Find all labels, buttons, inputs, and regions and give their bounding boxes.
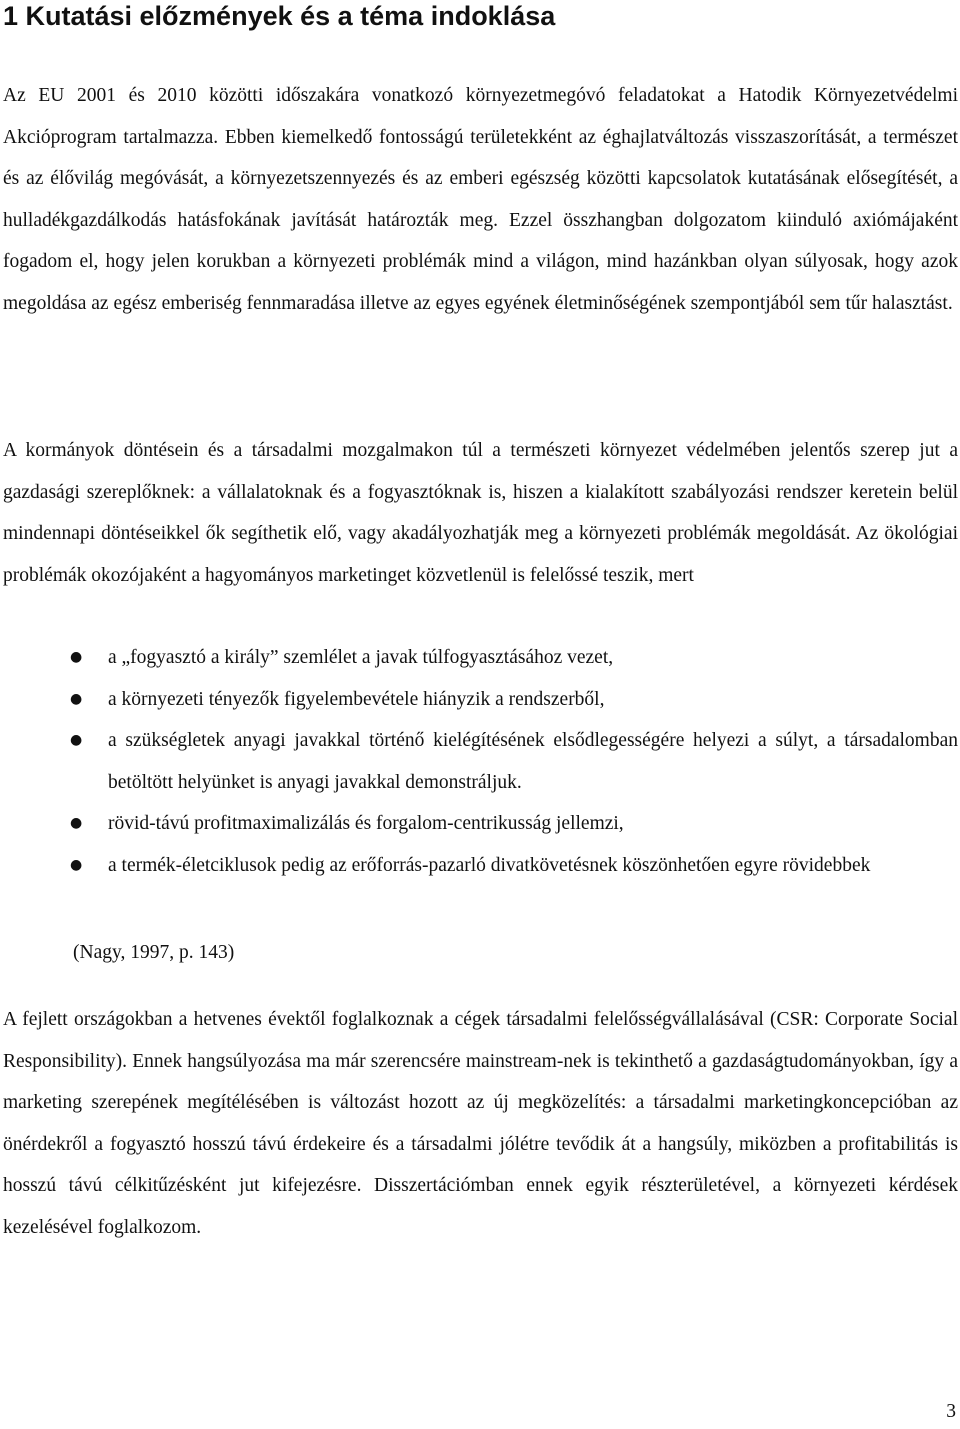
list-item — [0, 679, 958, 721]
list-item — [0, 845, 958, 887]
section-heading: 1 Kutatási előzmények és a téma indoklása — [3, 1, 556, 31]
list-item-text: rövid-távú profitmaximalizálás és forgalom-centrikusság jellemzi, — [108, 813, 624, 834]
list-item-text: a termék-életciklusok pedig az erőforrás-pazarló divatkövetésnek köszönhetően egyre rövidebbek — [108, 854, 871, 876]
list-item-text: a „fogyasztó a király” szemlélet a javak túlfogyasztásához vezet, — [108, 647, 614, 668]
marketing-criticism-list — [0, 637, 958, 886]
intro-paragraph-part-2: Ezzel összhangban dolgozatom kiinduló axiómájaként fogadom el, hogy jelen korukban a környezeti problémák mind a világon, mind hazánkban olyan súlyosak, hogy azok megoldása az egész emberiség fennmaradása illetve az egyes egyének életminőségének szempontjából sem tűr halasztást. — [3, 209, 959, 314]
list-item-text: a szükségletek anyagi javakkal történő kielégítésének elsődlegességére helyezi a súlyt, a társadalomban betöltött helyünket is anyagi javakkal demonstráljuk. — [108, 730, 958, 793]
bullet-icon: ● — [70, 690, 83, 707]
bullet-icon: ● — [70, 856, 83, 873]
economic-actors-paragraph: A kormányok döntésein és a társadalmi mozgalmakon túl a természeti környezet védelmében jelentős szerep jut a gazdasági szereplőknek: a vállalatoknak és a fogyasztóknak is, hiszen a kialakított szabályozási rendszer keretein belül mindennapi döntéseikkel ők segíthetik elő, vagy akadályozhatják meg a környezeti problémák megoldását. Az ökológiai problémák okozójaként a hagyományos marketinget közvetlenül is felelőssé teszik, mert — [3, 440, 958, 586]
intro-paragraph-part-1: Az EU 2001 és 2010 közötti időszakára vonatkozó környezetmegóvó feladatokat a Hatodik Környezetvédelmi Akcióprogram tartalmazza. Ebben kiemelkedő fontosságú területekként az éghajlatváltozás visszaszorítását, a természet és az élővilág megóvását, a környezetszennyezés és az emberi egészség közötti kapcsolatok kutatásának elősegítését, a hulladékgazdálkodás hatásfokának javítását határozták meg. — [3, 85, 958, 231]
bullet-icon: ● — [70, 815, 83, 831]
bullet-icon: ● — [70, 649, 83, 665]
list-item — [0, 720, 958, 803]
citation: (Nagy, 1997, p. 143) — [73, 942, 235, 963]
csr-paragraph: A fejlett országokban a hetvenes évektől foglalkoznak a cégek társadalmi felelősségvállalásával (CSR: Corporate Social Responsibility). Ennek hangsúlyozása ma már szerencsére mainstream-nek is tekinthető a gazdaságtudományokban, így a marketing szerepének megítélésében is változást hozott az új megközelítés: a társadalmi marketingkoncepcióban az önérdekről a fogyasztó hosszú távú érdekeire és a társadalmi jólétre tevődik át a hangsúly, miközben a profitabilitás is hosszú távú célkitűzésként jut kifejezésre. Disszertációmban ennek egyik részterületével, a környezeti kérdések kezelésével foglalkozom. — [3, 1009, 958, 1238]
list-item — [0, 637, 958, 679]
bullet-icon: ● — [70, 732, 83, 748]
intro-paragraph — [3, 75, 958, 324]
list-item-text: a környezeti tényezők figyelembevétele hiányzik a rendszerből, — [108, 688, 605, 710]
list-item — [0, 803, 958, 845]
page-number: 3 — [946, 1401, 956, 1422]
